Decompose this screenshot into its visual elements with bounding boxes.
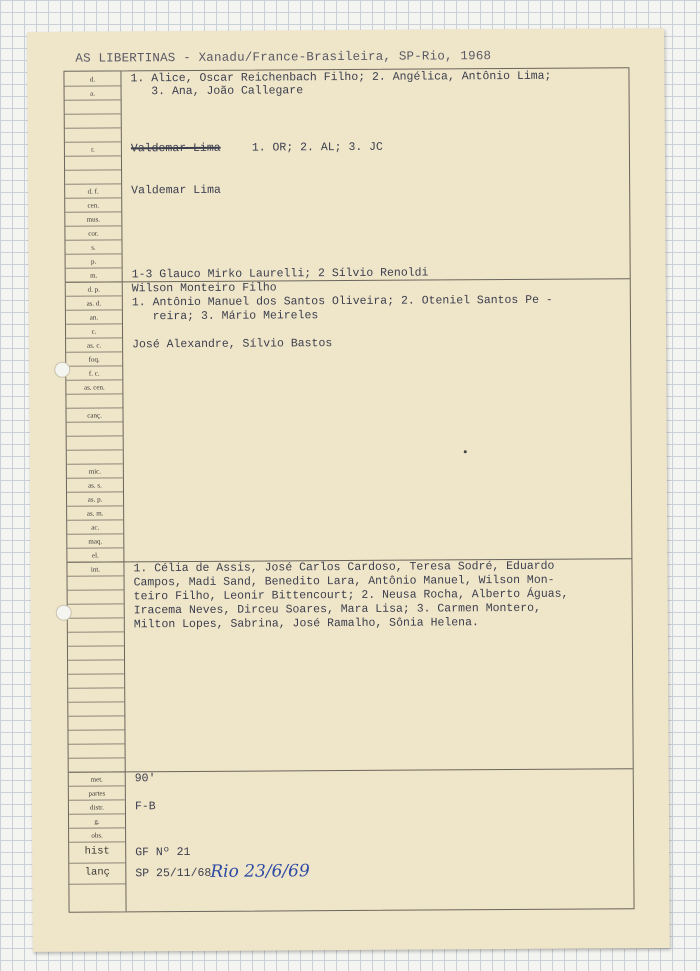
punch-hole bbox=[56, 605, 72, 621]
label-cell bbox=[69, 743, 125, 758]
field-label: as. c. bbox=[86, 341, 102, 350]
photography-credit: Valdemar Lima bbox=[131, 183, 221, 198]
record-grid bbox=[63, 67, 634, 912]
cast-line: Milton Lopes, Sabrina, José Ramalho, Sônia Helena. bbox=[133, 616, 479, 632]
field-label: as. m. bbox=[86, 509, 104, 518]
field-label: d. p. bbox=[87, 285, 100, 294]
field-label: maq. bbox=[88, 537, 103, 546]
label-cell bbox=[67, 435, 123, 450]
label-cell bbox=[68, 617, 124, 632]
field-label: mic. bbox=[88, 467, 102, 476]
field-label: r. bbox=[91, 145, 95, 154]
field-label: as. cen. bbox=[83, 383, 105, 392]
editing-credit: 1-3 Glauco Mirko Laurelli; 2 Sílvio Renoldi bbox=[131, 266, 429, 282]
distribution-value: F-B bbox=[134, 800, 156, 814]
production-director-credit: Wilson Monteiro Filho bbox=[131, 281, 277, 296]
cast-label: int. bbox=[90, 565, 101, 574]
handwritten-date: Rio 23/6/69 bbox=[210, 861, 310, 882]
field-label: distr. bbox=[90, 803, 104, 812]
ink-dot bbox=[464, 450, 467, 453]
field-label: p. bbox=[90, 257, 97, 266]
field-label: partes bbox=[88, 789, 106, 798]
camera-assistant-credit: José Alexandre, Sílvio Bastos bbox=[132, 337, 333, 352]
film-title: AS LIBERTINAS - Xanadu/France-Brasileira, SP-Rio, 1968 bbox=[75, 49, 492, 66]
struck-writer-name: Valdemar Lima bbox=[130, 141, 221, 156]
field-label: s. bbox=[91, 243, 96, 252]
field-label: g. bbox=[94, 817, 100, 826]
cast-line: 1. Célia de Assis, José Carlos Cardoso, Teresa Sodré, Eduardo bbox=[133, 559, 555, 576]
field-label: el. bbox=[91, 551, 99, 560]
label-cell bbox=[67, 449, 123, 464]
label-cell bbox=[68, 729, 124, 744]
field-label: met. bbox=[90, 775, 103, 784]
field-label: f. c. bbox=[88, 369, 100, 378]
label-cell bbox=[65, 113, 121, 128]
director-credit-line: 3. Ana, João Callegare bbox=[130, 84, 304, 99]
label-cell bbox=[65, 127, 121, 142]
label-cell bbox=[68, 687, 124, 702]
assistant-director-line: reira; 3. Mário Meireles bbox=[131, 309, 319, 324]
field-label: as. d. bbox=[86, 299, 102, 308]
cast-line: teiro Filho, Leonir Bittencourt; 2. Neusa Rocha, Alberto Águas, bbox=[133, 587, 569, 604]
label-cell bbox=[68, 631, 124, 646]
label-cell bbox=[68, 645, 124, 660]
field-label: c. bbox=[91, 327, 97, 336]
field-label: lanç bbox=[84, 866, 110, 879]
label-cell bbox=[68, 575, 124, 590]
director-credit-line: 1. Alice, Oscar Reichenbach Filho; 2. Angélica, Antônio Lima; bbox=[130, 69, 552, 86]
label-cell bbox=[66, 393, 122, 408]
field-label: ac. bbox=[91, 523, 100, 532]
label-cell bbox=[69, 757, 125, 772]
field-label: cen. bbox=[87, 201, 100, 210]
field-label: an. bbox=[89, 313, 99, 322]
label-cell bbox=[67, 421, 123, 436]
label-cell bbox=[68, 603, 124, 618]
label-cell bbox=[68, 715, 124, 730]
assistant-director-line: 1. Antônio Manuel dos Santos Oliveira; 2. Oteniel Santos Pe - bbox=[131, 293, 553, 310]
index-card bbox=[27, 28, 670, 952]
field-label: as. s. bbox=[88, 481, 102, 490]
cast-line: Iracema Neves, Dirceu Soares, Mara Lisa; 3. Carmen Montero, bbox=[133, 601, 541, 618]
field-label: canç. bbox=[87, 411, 102, 420]
label-cell bbox=[68, 673, 124, 688]
runtime-value: 90' bbox=[134, 772, 156, 786]
field-label: mus. bbox=[86, 215, 101, 224]
field-label: a. bbox=[90, 89, 96, 98]
cast-line: Campos, Madi Sand, Benedito Lara, Antônio Manuel, Wilson Mon- bbox=[133, 573, 555, 590]
label-cell bbox=[68, 701, 124, 716]
label-cell bbox=[65, 155, 121, 170]
field-label: cor. bbox=[88, 229, 99, 238]
history-value: GF Nº 21 bbox=[135, 845, 191, 860]
label-cell bbox=[65, 99, 121, 114]
label-cell bbox=[68, 589, 124, 604]
punch-hole bbox=[54, 362, 70, 378]
label-cell bbox=[68, 659, 124, 674]
field-label: hist bbox=[84, 845, 110, 858]
field-label: obs. bbox=[91, 831, 103, 840]
field-label: foq. bbox=[88, 355, 100, 364]
field-label: d. bbox=[89, 75, 96, 84]
writer-credit: 1. OR; 2. AL; 3. JC bbox=[244, 140, 383, 155]
field-label: m. bbox=[90, 271, 98, 280]
release-value: SP 25/11/68 bbox=[135, 866, 212, 881]
label-cell bbox=[65, 169, 121, 184]
field-label: as. p. bbox=[87, 495, 103, 504]
field-label: d. f. bbox=[87, 187, 99, 196]
